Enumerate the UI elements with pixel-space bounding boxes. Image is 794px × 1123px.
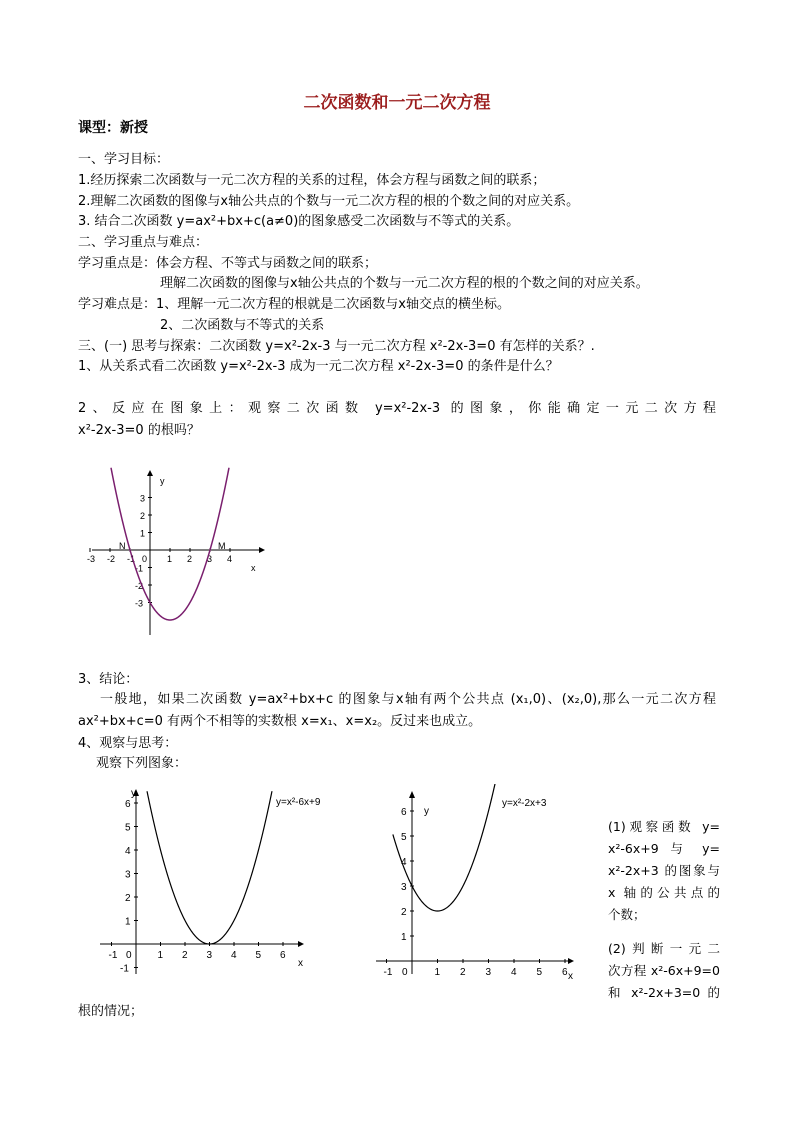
question-2-line-2: x²-2x-3=0 的根吗？ [78,423,200,438]
g3-x-tick-label: 6 [562,967,568,978]
difficulty-line-1: 学习难点是：1、理解一元二次方程的根就是二次函数与x轴交点的横坐标。 [78,297,510,312]
difficulty-line-2: 2、二次函数与不等式的关系 [160,318,325,333]
g3-y-tick-label: 3 [401,882,407,893]
side-question-2 [608,938,720,1004]
g1-y-tick-label: -2 [135,581,144,591]
g3-x-tick-label: 1 [434,967,441,978]
g1-x-tick-label: 4 [227,554,233,564]
g2-y-tick-label: 2 [125,893,131,904]
g2-x-tick-label: -1 [108,950,118,961]
g2-x-tick-label: 2 [182,950,188,961]
conclusion-line-2: ax²+bx+c=0 有两个不相等的实数根 x=x₁、x=x₂。反过来也成立。 [78,714,482,729]
g1-y-tick-label: 3 [140,493,146,504]
g3-y-tick-label: 4 [401,857,407,868]
graph-1-y-label: y [160,476,165,486]
g1-x-tick-label: -3 [87,554,96,564]
g2-x-tick-label: 3 [206,950,213,961]
explore-heading: 三、(一) 思考与探索：二次函数 y=x²-2x-3 与一元二次方程 x²-2x-3=0 有怎样的关系？. [78,339,595,354]
graph-3-equation: y=x²-2x+3 [502,798,547,809]
g1-x-tick-label: 1 [167,554,173,564]
graph-3-curve [393,784,500,911]
g2-x-tick-label: 1 [157,950,164,961]
side-q1-line: 个数； [608,907,646,922]
g3-x-tick-label: 3 [485,967,492,978]
observe-heading: 4、观察与思考： [78,736,178,751]
graph-1 [84,460,274,650]
side-q2-line: 次方程 x²-6x+9=0 [608,963,720,978]
side-q1-line: (1)观察函数 y= [608,819,720,834]
g2-x-tick-label: 6 [280,950,286,961]
g3-x-tick-label: 5 [536,967,543,978]
observe-sub: 观察下列图象： [96,756,188,771]
focus-line-1: 学习重点是：体会方程、不等式与函数之间的联系； [78,256,378,271]
side-q1-line: x²-2x+3 的图象与 [608,863,720,878]
g3-x-tick-label: 2 [460,967,466,978]
goal-item-1: 1.经历探索二次函数与一元二次方程的关系的过程，体会方程与函数之间的联系； [78,173,546,188]
g3-y-tick-label: 6 [401,807,407,818]
tail-text: 根的情况； [78,1004,144,1019]
key-points-heading: 二、学习重点与难点： [78,235,209,250]
conclusion-heading: 3、结论： [78,672,139,687]
page-title: 二次函数和一元二次方程 [303,93,491,113]
graph-2-x-label: x [298,958,303,969]
g3-x-tick-label: -1 [383,967,393,978]
g1-x-tick-label: -2 [107,554,116,564]
g2-x-tick-label: 4 [231,950,237,961]
g2-x-tick-label: 0 [126,950,132,961]
g2-y-tick-label: 4 [125,846,131,857]
graph-3-x-label: x [568,971,573,982]
g3-x-tick-label: 0 [402,967,408,978]
g1-x-tick-label: 0 [142,554,148,564]
graph-2 [92,784,362,984]
conclusion-line-1: 一般地，如果二次函数 y=ax²+bx+c 的图象与x轴有两个公共点 (x₁,0)、(x₂,0),那么一元二次方程 [100,692,716,707]
side-q2-line: (2)判断一元二 [608,941,720,956]
graph-1-curve [111,468,229,620]
graph-1-x-label: x [251,563,256,573]
side-question-1 [608,816,720,926]
g1-y-tick-label: 1 [140,528,146,539]
g1-y-tick-label: -1 [135,563,144,574]
side-q1-line: x 轴的公共点的 [608,885,720,900]
graph-2-equation: y=x²-6x+9 [276,797,321,808]
g2-y-tick-label: -1 [120,963,129,975]
question-2-line-1: 2、反应在图象上：观察二次函数 y=x²-2x-3 的图象，你能确定一元二次方程 [78,401,716,416]
graph-3 [372,784,608,984]
graph-2-y-label: y [131,788,136,799]
g1-x-tick-label: -1 [127,554,136,564]
g1-x-tick-label: 2 [187,554,193,564]
g3-y-tick-label: 1 [401,932,407,943]
g2-x-tick-label: 5 [255,950,262,961]
goal-item-3: 3. 结合二次函数 y=ax²+bx+c(a≠0)的图象感受二次函数与不等式的关系。 [78,214,520,229]
g2-y-tick-label: 3 [125,869,131,881]
g2-y-tick-label: 6 [125,799,131,810]
g1-y-tick-label: -3 [135,598,144,609]
goals-heading: 一、学习目标： [78,152,170,167]
g2-y-tick-label: 5 [125,822,131,834]
g3-y-tick-label: 5 [401,832,407,843]
graph-1-point-n: N [119,541,126,551]
goal-item-2: 2.理解二次函数的图像与x轴公共点的个数与一元二次方程的根的个数之间的对应关系。 [78,194,580,209]
question-1: 1、从关系式看二次函数 y=x²-2x-3 成为一元二次方程 x²-2x-3=0 的条件是什么？ [78,359,559,374]
graph-2-curve [147,791,272,944]
lesson-type: 课型：新授 [78,120,148,136]
g1-y-tick-label: 2 [140,511,146,521]
focus-line-2: 理解二次函数的图像与x轴公共点的个数与一元二次方程的根的个数之间的对应关系。 [160,276,649,291]
side-q2-line: 和 x²-2x+3=0 的 [608,985,720,1000]
g1-x-tick-label: 3 [207,554,213,564]
g2-y-tick-label: 1 [125,916,131,928]
g3-y-tick-label: 2 [401,907,407,918]
side-q1-line: x²-6x+9 与 y= [608,841,720,856]
graph-3-y-label: y [424,806,429,817]
graph-1-point-m: M [218,541,226,551]
g3-x-tick-label: 4 [511,967,517,978]
